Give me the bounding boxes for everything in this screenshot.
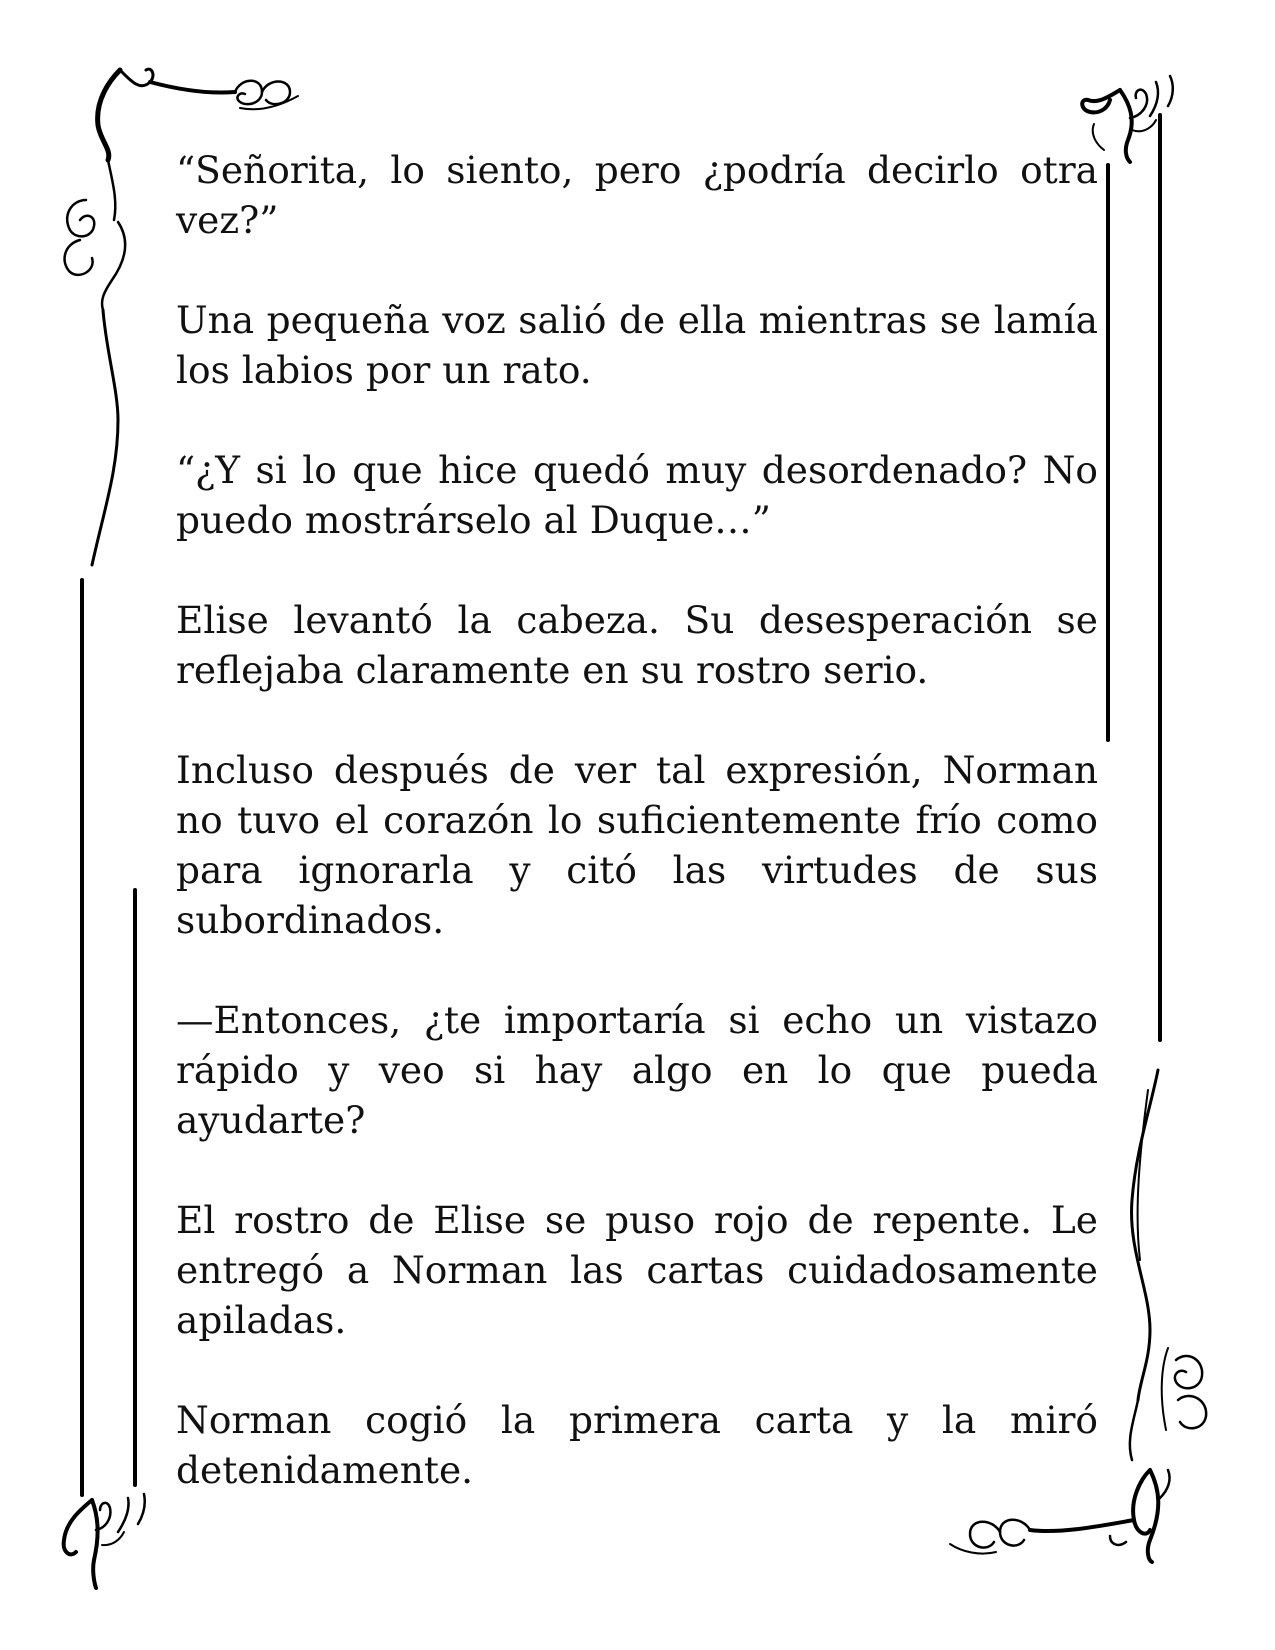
paragraph-1: “Señorita, lo siento, pero ¿podría decirlo otra vez?” bbox=[176, 148, 1098, 242]
paragraph-6: —Entonces, ¿te importaría si echo un vistazo rápido y veo si hay algo en lo que pueda ayudarte? bbox=[176, 998, 1098, 1142]
bottom-left-flourish-icon bbox=[64, 1494, 145, 1588]
paragraph-2: Una pequeña voz salió de ella mientras se lamía los labios por un rato. bbox=[176, 298, 1098, 392]
document-body bbox=[176, 145, 1098, 1495]
paragraph-5: Incluso después de ver tal expresión, Norman no tuvo el corazón lo suficientemente frío como para ignorarla y citó las virtudes de sus subordinados. bbox=[176, 748, 1098, 942]
paragraph-8: Norman cogió la primera carta y la miró detenidamente. bbox=[176, 1398, 1098, 1492]
paragraph-3: “¿Y si lo que hice quedó muy desordenado? No puedo mostrárselo al Duque…” bbox=[176, 448, 1098, 542]
paragraph-4: Elise levantó la cabeza. Su desesperación se reflejaba claramente en su rostro serio. bbox=[176, 598, 1098, 692]
paragraph-7: El rostro de Elise se puso rojo de repente. Le entregó a Norman las cartas cuidadosamente apiladas. bbox=[176, 1198, 1098, 1342]
